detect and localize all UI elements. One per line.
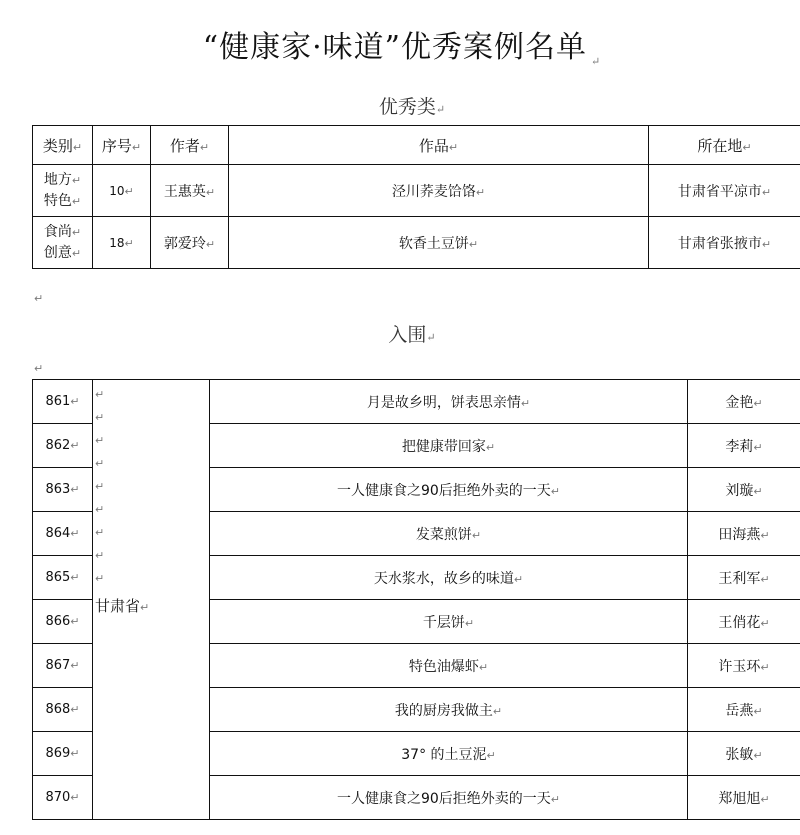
number-cell: 10↵ bbox=[93, 165, 151, 217]
province-cell bbox=[93, 380, 210, 820]
number-cell: 864↵ bbox=[33, 512, 93, 556]
number-cell: 870↵ bbox=[33, 776, 93, 820]
author-cell: 郑旭旭↵ bbox=[688, 776, 800, 820]
column-header: 作品↵ bbox=[229, 126, 649, 165]
work-cell: 一人健康食之90后拒绝外卖的一天↵ bbox=[210, 468, 688, 512]
table-row bbox=[33, 165, 800, 217]
section-heading-excellent bbox=[12, 92, 800, 119]
category-cell: 地方↵ 特色↵ bbox=[33, 165, 93, 217]
location-cell: 甘肃省平凉市↵ bbox=[649, 165, 800, 217]
author-cell: 王俏花↵ bbox=[688, 600, 800, 644]
title-text: “健康家·味道”优秀案例名单 bbox=[202, 30, 587, 65]
column-header: 序号↵ bbox=[93, 126, 151, 165]
paragraph-mark-icon: ↵ bbox=[591, 55, 602, 68]
work-cell: 千层饼↵ bbox=[210, 600, 688, 644]
author-cell: 李莉↵ bbox=[688, 424, 800, 468]
work-cell: 一人健康食之90后拒绝外卖的一天↵ bbox=[210, 776, 688, 820]
work-cell: 软香土豆饼↵ bbox=[229, 217, 649, 269]
paragraph-marks: ↵ ↵ ↵ ↵ ↵ ↵ ↵ ↵ ↵ bbox=[95, 388, 105, 585]
paragraph-mark-icon: ↵ bbox=[426, 331, 436, 344]
work-cell: 我的厨房我做主↵ bbox=[210, 688, 688, 732]
author-cell: 郭爱玲↵ bbox=[151, 217, 229, 269]
number-cell: 863↵ bbox=[33, 468, 93, 512]
work-cell: 发菜煎饼↵ bbox=[210, 512, 688, 556]
province-label: 甘肃省↵ bbox=[95, 597, 150, 615]
author-cell: 田海燕↵ bbox=[688, 512, 800, 556]
number-cell: 865↵ bbox=[33, 556, 93, 600]
paragraph-mark-icon: ↵ bbox=[435, 103, 446, 116]
finalist-table bbox=[32, 379, 800, 820]
author-cell: 张敏↵ bbox=[688, 732, 800, 776]
column-header: 所在地↵ bbox=[649, 126, 800, 165]
work-cell: 37° 的土豆泥↵ bbox=[210, 732, 688, 776]
number-cell: 18↵ bbox=[93, 217, 151, 269]
author-cell: 许玉环↵ bbox=[688, 644, 800, 688]
work-cell: 天水浆水，故乡的味道↵ bbox=[210, 556, 688, 600]
excellent-cases-table bbox=[32, 125, 800, 269]
document-title bbox=[0, 22, 800, 66]
column-header: 类别↵ bbox=[33, 126, 93, 165]
paragraph-mark-icon: ↵ bbox=[34, 362, 44, 375]
table-row bbox=[33, 380, 800, 424]
work-cell: 泾川荞麦饸饹↵ bbox=[229, 165, 649, 217]
number-cell: 861↵ bbox=[33, 380, 93, 424]
category-cell: 食尚↵ 创意↵ bbox=[33, 217, 93, 269]
work-cell: 特色油爆虾↵ bbox=[210, 644, 688, 688]
section-heading-text: 入围 bbox=[388, 324, 427, 346]
number-cell: 866↵ bbox=[33, 600, 93, 644]
author-cell: 岳燕↵ bbox=[688, 688, 800, 732]
author-cell: 刘璇↵ bbox=[688, 468, 800, 512]
table-header-row bbox=[33, 126, 800, 165]
author-cell: 王利军↵ bbox=[688, 556, 800, 600]
paragraph-mark-icon: ↵ bbox=[34, 292, 44, 305]
location-cell: 甘肃省张掖市↵ bbox=[649, 217, 800, 269]
table-row bbox=[33, 217, 800, 269]
author-cell: 王惠英↵ bbox=[151, 165, 229, 217]
work-cell: 月是故乡明，饼表思亲情↵ bbox=[210, 380, 688, 424]
number-cell: 867↵ bbox=[33, 644, 93, 688]
number-cell: 869↵ bbox=[33, 732, 93, 776]
work-cell: 把健康带回家↵ bbox=[210, 424, 688, 468]
number-cell: 862↵ bbox=[33, 424, 93, 468]
section-heading-finalist bbox=[12, 320, 800, 347]
column-header: 作者↵ bbox=[151, 126, 229, 165]
section-heading-text: 优秀类 bbox=[378, 96, 436, 118]
number-cell: 868↵ bbox=[33, 688, 93, 732]
author-cell: 金艳↵ bbox=[688, 380, 800, 424]
